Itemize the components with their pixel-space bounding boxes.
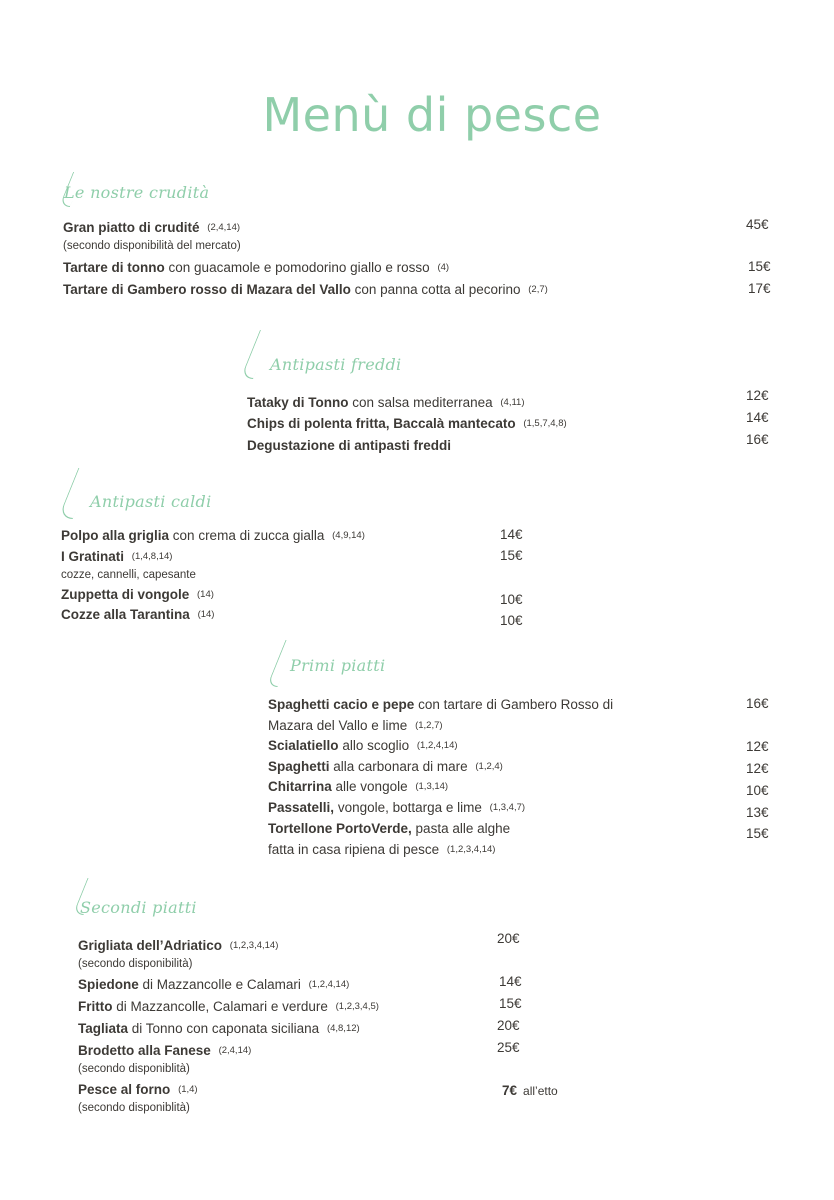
item-price: 17€ xyxy=(748,281,771,296)
item-price: 10€ xyxy=(500,592,523,607)
section-title-primi: Primi piatti xyxy=(290,656,386,675)
menu-item xyxy=(61,548,172,566)
item-note: cozze, cannelli, capesante xyxy=(61,569,196,581)
item-desc: di Mazzancolle e Calamari xyxy=(142,977,301,992)
item-name: Chitarrina xyxy=(268,779,332,794)
item-allergens: (1,2,4,14) xyxy=(416,740,458,751)
menu-item xyxy=(268,799,525,817)
item-price: 20€ xyxy=(497,1018,520,1033)
menu-item xyxy=(268,737,458,755)
section-flourish xyxy=(240,330,273,379)
item-price: 14€ xyxy=(500,527,523,542)
item-price: 15€ xyxy=(746,826,769,841)
item-price: 15€ xyxy=(500,548,523,563)
item-allergens: (4,11) xyxy=(500,397,525,408)
item-allergens: (1,2,4) xyxy=(475,761,503,772)
item-price: 10€ xyxy=(500,613,523,628)
item-price: 15€ xyxy=(748,259,771,274)
item-desc: di Mazzancolle, Calamari e verdure xyxy=(116,999,328,1014)
section-title-secondi: Secondi piatti xyxy=(80,898,197,917)
item-allergens: (4) xyxy=(437,262,450,273)
item-name: Spiedone xyxy=(78,977,139,992)
item-desc: fatta in casa ripiena di pesce xyxy=(268,842,440,857)
item-allergens: (1,2,3,4,5) xyxy=(335,1001,379,1012)
menu-item xyxy=(78,937,278,955)
item-price: 10€ xyxy=(746,783,769,798)
menu-item xyxy=(268,820,510,838)
item-note: (secondo disponiblità) xyxy=(78,1063,190,1075)
item-allergens: (1,2,3,4,14) xyxy=(446,844,496,855)
item-price: 45€ xyxy=(746,217,769,232)
item-allergens: (4,9,14) xyxy=(332,530,365,541)
menu-item xyxy=(268,778,448,796)
item-name: Chips di polenta fritta, Baccalà mantecato xyxy=(247,416,516,431)
item-desc: alla carbonara di mare xyxy=(333,759,468,774)
menu-item xyxy=(78,998,379,1016)
item-allergens: (1,3,14) xyxy=(415,781,449,792)
item-name: Tortellone PortoVerde, xyxy=(268,821,412,836)
item-price xyxy=(502,1083,558,1098)
item-price: 15€ xyxy=(499,996,522,1011)
item-price: 13€ xyxy=(746,805,769,820)
item-desc: con panna cotta al pecorino xyxy=(354,282,521,297)
item-name: Fritto xyxy=(78,999,113,1014)
menu-item xyxy=(247,437,451,455)
item-name: Tagliata xyxy=(78,1021,129,1036)
item-name: Spaghetti xyxy=(268,759,330,774)
item-allergens: (2,4,14) xyxy=(218,1045,252,1056)
item-allergens: (1,2,3,4,14) xyxy=(229,940,279,951)
item-name: Tartare di Gambero rosso di Mazara del Vallo xyxy=(63,282,351,297)
item-price: 16€ xyxy=(746,432,769,447)
item-name: Tataky di Tonno xyxy=(247,395,349,410)
item-price: 12€ xyxy=(746,761,769,776)
item-price: 25€ xyxy=(497,1040,520,1055)
item-allergens: (4,8,12) xyxy=(326,1023,360,1034)
item-desc: vongole, bottarga e lime xyxy=(337,800,482,815)
item-allergens: (1,3,4,7) xyxy=(489,802,526,813)
menu-item xyxy=(78,1042,251,1060)
item-desc: con guacamole e pomodorino giallo e rosso xyxy=(168,260,430,275)
menu-item xyxy=(268,758,503,776)
item-name: I Gratinati xyxy=(61,549,125,564)
item-name: Gran piatto di crudité xyxy=(63,220,200,235)
section-title-caldi: Antipasti caldi xyxy=(90,492,212,511)
item-desc: Mazara del Vallo e lime xyxy=(268,718,408,733)
menu-item xyxy=(61,527,365,545)
menu-item xyxy=(63,219,240,237)
item-allergens: (1,4,8,14) xyxy=(131,551,173,562)
item-price-value: 7€ xyxy=(502,1083,518,1098)
item-desc: con tartare di Gambero Rosso di xyxy=(418,697,614,712)
section-title-crudita: Le nostre crudità xyxy=(64,183,210,202)
item-name: Passatelli, xyxy=(268,800,335,815)
item-desc: alle vongole xyxy=(335,779,408,794)
item-price: 12€ xyxy=(746,739,769,754)
menu-item xyxy=(78,1081,198,1099)
item-name: Cozze alla Tarantina xyxy=(61,607,190,622)
item-name: Spaghetti cacio e pepe xyxy=(268,697,415,712)
item-allergens: (2,7) xyxy=(528,284,548,295)
item-desc: di Tonno con caponata siciliana xyxy=(131,1021,320,1036)
item-name: Scialatiello xyxy=(268,738,339,753)
item-allergens: (1,5,7,4,8) xyxy=(523,418,567,429)
menu-item xyxy=(268,696,613,714)
item-allergens: (1,2,7) xyxy=(415,720,443,731)
section-title-freddi: Antipasti freddi xyxy=(270,355,402,374)
item-allergens: (14) xyxy=(197,609,215,620)
menu-item xyxy=(78,976,349,994)
menu-item-continued xyxy=(268,717,443,735)
menu-item xyxy=(63,259,449,277)
menu-item xyxy=(247,394,525,412)
item-desc: con crema di zucca gialla xyxy=(172,528,325,543)
item-allergens: (2,4,14) xyxy=(207,222,241,233)
item-desc: pasta alle alghe xyxy=(415,821,511,836)
item-name: Polpo alla griglia xyxy=(61,528,170,543)
menu-item-continued xyxy=(268,841,495,859)
item-note: (secondo disponiblità) xyxy=(78,1102,190,1114)
item-price: 20€ xyxy=(497,931,520,946)
item-price: 16€ xyxy=(746,696,769,711)
item-name: Tartare di tonno xyxy=(63,260,165,275)
item-name: Degustazione di antipasti freddi xyxy=(247,438,452,453)
item-note: (secondo disponibilità) xyxy=(78,958,193,970)
item-name: Brodetto alla Fanese xyxy=(78,1043,211,1058)
menu-item xyxy=(78,1020,360,1038)
item-price-unit: all’etto xyxy=(523,1084,558,1098)
item-price: 14€ xyxy=(746,410,769,425)
menu-item xyxy=(61,586,214,604)
item-name: Zuppetta di vongole xyxy=(61,587,190,602)
item-allergens: (14) xyxy=(197,589,214,600)
page-title: Menù di pesce xyxy=(262,88,602,142)
item-note: (secondo disponibilità del mercato) xyxy=(63,240,241,252)
section-flourish xyxy=(58,468,94,519)
menu-item xyxy=(247,415,567,433)
item-name: Pesce al forno xyxy=(78,1082,171,1097)
item-allergens: (1,2,4,14) xyxy=(308,979,350,990)
menu-item xyxy=(63,281,548,299)
item-name: Grigliata dell’Adriatico xyxy=(78,938,223,953)
item-desc: allo scoglio xyxy=(342,738,410,753)
menu-item xyxy=(61,606,214,624)
item-desc: con salsa mediterranea xyxy=(352,395,493,410)
item-price: 14€ xyxy=(499,974,522,989)
item-allergens: (1,4) xyxy=(178,1084,198,1095)
item-price: 12€ xyxy=(746,388,769,403)
